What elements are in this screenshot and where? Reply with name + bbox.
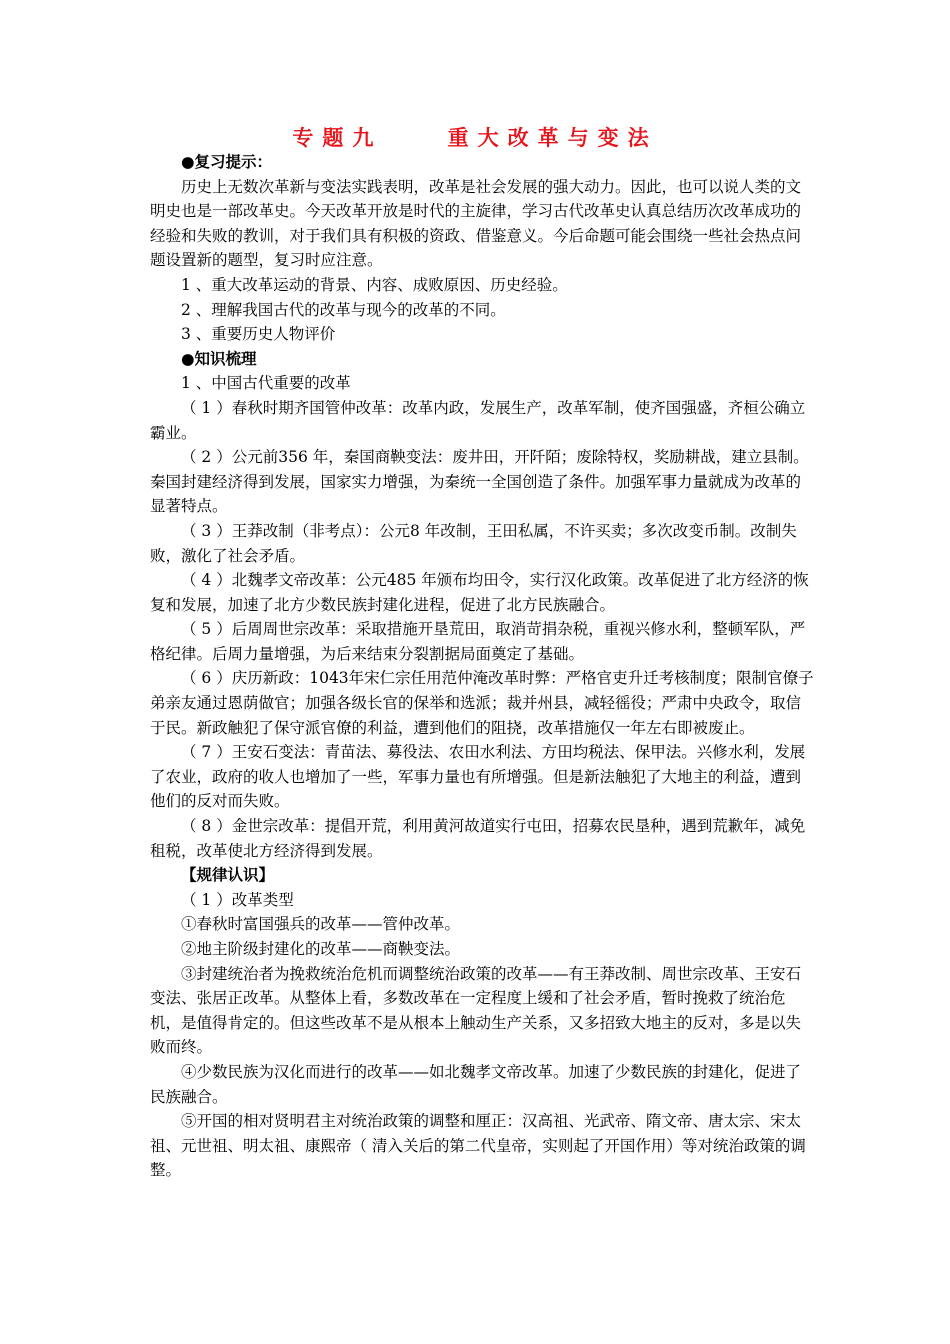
document-body	[150, 150, 816, 1183]
paragraph: ⑤开国的相对贤明君主对统治政策的调整和厘正：汉高祖、光武帝、隋文帝、唐太宗、宋太祖、元世祖、明太祖、康熙帝（ 清入关后的第二代皇帝，实则起了开国作用）等对统治政策的调整。	[150, 1112, 806, 1180]
page-title: 专题九 重大改革与变法	[292, 125, 658, 150]
paragraph: ④少数民族为汉化而进行的改革——如北魏孝文帝改革。加速了少数民族的封建化，促进了民族融合。	[150, 1062, 802, 1106]
paragraph: 3 、重要历史人物评价	[181, 325, 336, 344]
paragraph: （ 1 ）春秋时期齐国管仲改革：改革内政，发展生产，改革军制，使齐国强盛，齐桓公确立霸业。	[150, 398, 806, 442]
paragraph: 历史上无数次革新与变法实践表明，改革是社会发展的强大动力。因此，也可以说人类的文明史也是一部改革史。今天改革开放是时代的主旋律，学习古代改革史认真总结历次改革成功的经验和失败的教训，对于我们具有积极的资政、借鉴意义。今后命题可能会围绕一些社会热点问题设置新的题型，复习时应注意。	[150, 177, 802, 270]
paragraph: 1 、重大改革运动的背景、内容、成败原因、历史经验。	[181, 275, 568, 294]
paragraph: ②地主阶级封建化的改革——商鞅变法。	[181, 940, 461, 958]
paragraph: 2 、理解我国古代的改革与现今的改革的不同。	[181, 300, 506, 319]
paragraph: （ 4 ）北魏孝文帝改革：公元485 年颁布均田令，实行汉化政策。改革促进了北方经济的恢复和发展，加速了北方少数民族封建化进程，促进了北方民族融合。	[150, 571, 809, 614]
section-heading: ●复习提示：	[181, 152, 273, 171]
section-heading: 【规律认识】	[181, 865, 275, 885]
paragraph: ③封建统治者为挽救统治危机而调整统治政策的改革——有王莽改制、周世宗改革、王安石变法、张居正改革。从整体上看，多数改革在一定程度上缓和了社会矛盾，暂时挽救了统治危机，是值得肯定的。但这些改革不是从根本上触动生产关系，又多招致大地主的反对，多是以失败而终。	[150, 964, 802, 1057]
paragraph: 1 、中国古代重要的改革	[181, 374, 351, 393]
paragraph: （ 2 ）公元前356 年，秦国商鞅变法：废井田，开阡陌；废除特权，奖励耕战，建立县制。秦国封建经济得到发展，国家实力增强，为秦统一全国创造了条件。加强军事力量就成为改革的显著特点。	[150, 448, 809, 516]
paragraph: ①春秋时富国强兵的改革——管仲改革。	[181, 915, 461, 934]
paragraph: （ 7 ）王安石变法：青苗法、募役法、农田水利法、方田均税法、保甲法。兴修水利，发展了农业，政府的收人也增加了一些，军事力量也有所增强。但是新法触犯了大地主的利益，遭到他们的反对而失败。	[150, 743, 806, 811]
paragraph: （ 3 ）王莽改制（非考点）：公元8 年改制，王田私属，不许买卖；多次改变币制。改制失败，激化了社会矛盾。	[150, 521, 797, 565]
section-heading: ●知识梳理	[181, 348, 257, 368]
paragraph: （ 6 ）庆历新政：1043年宋仁宗任用范仲淹改革时弊：严格官吏升迁考核制度；限制官僚子弟亲友通过恩荫做官；加强各级长官的保举和选派；裁并州县，减轻徭役；严肃中央政令，取信于民。新政触犯了保守派官僚的利益，遭到他们的阻挠，改革措施仅一年左右即被废止。	[150, 669, 814, 737]
paragraph: （ 1 ）改革类型	[181, 890, 294, 909]
paragraph: （ 8 ）金世宗改革：提倡开荒，利用黄河故道实行屯田，招募农民垦种，遇到荒歉年，减免租税，改革使北方经济得到发展。	[150, 817, 806, 860]
paragraph: （ 5 ）后周周世宗改革：采取措施开垦荒田，取消苛捐杂税，重视兴修水利，整顿军队，严格纪律。后周力量增强，为后来结束分裂割据局面奠定了基础。	[150, 620, 806, 663]
